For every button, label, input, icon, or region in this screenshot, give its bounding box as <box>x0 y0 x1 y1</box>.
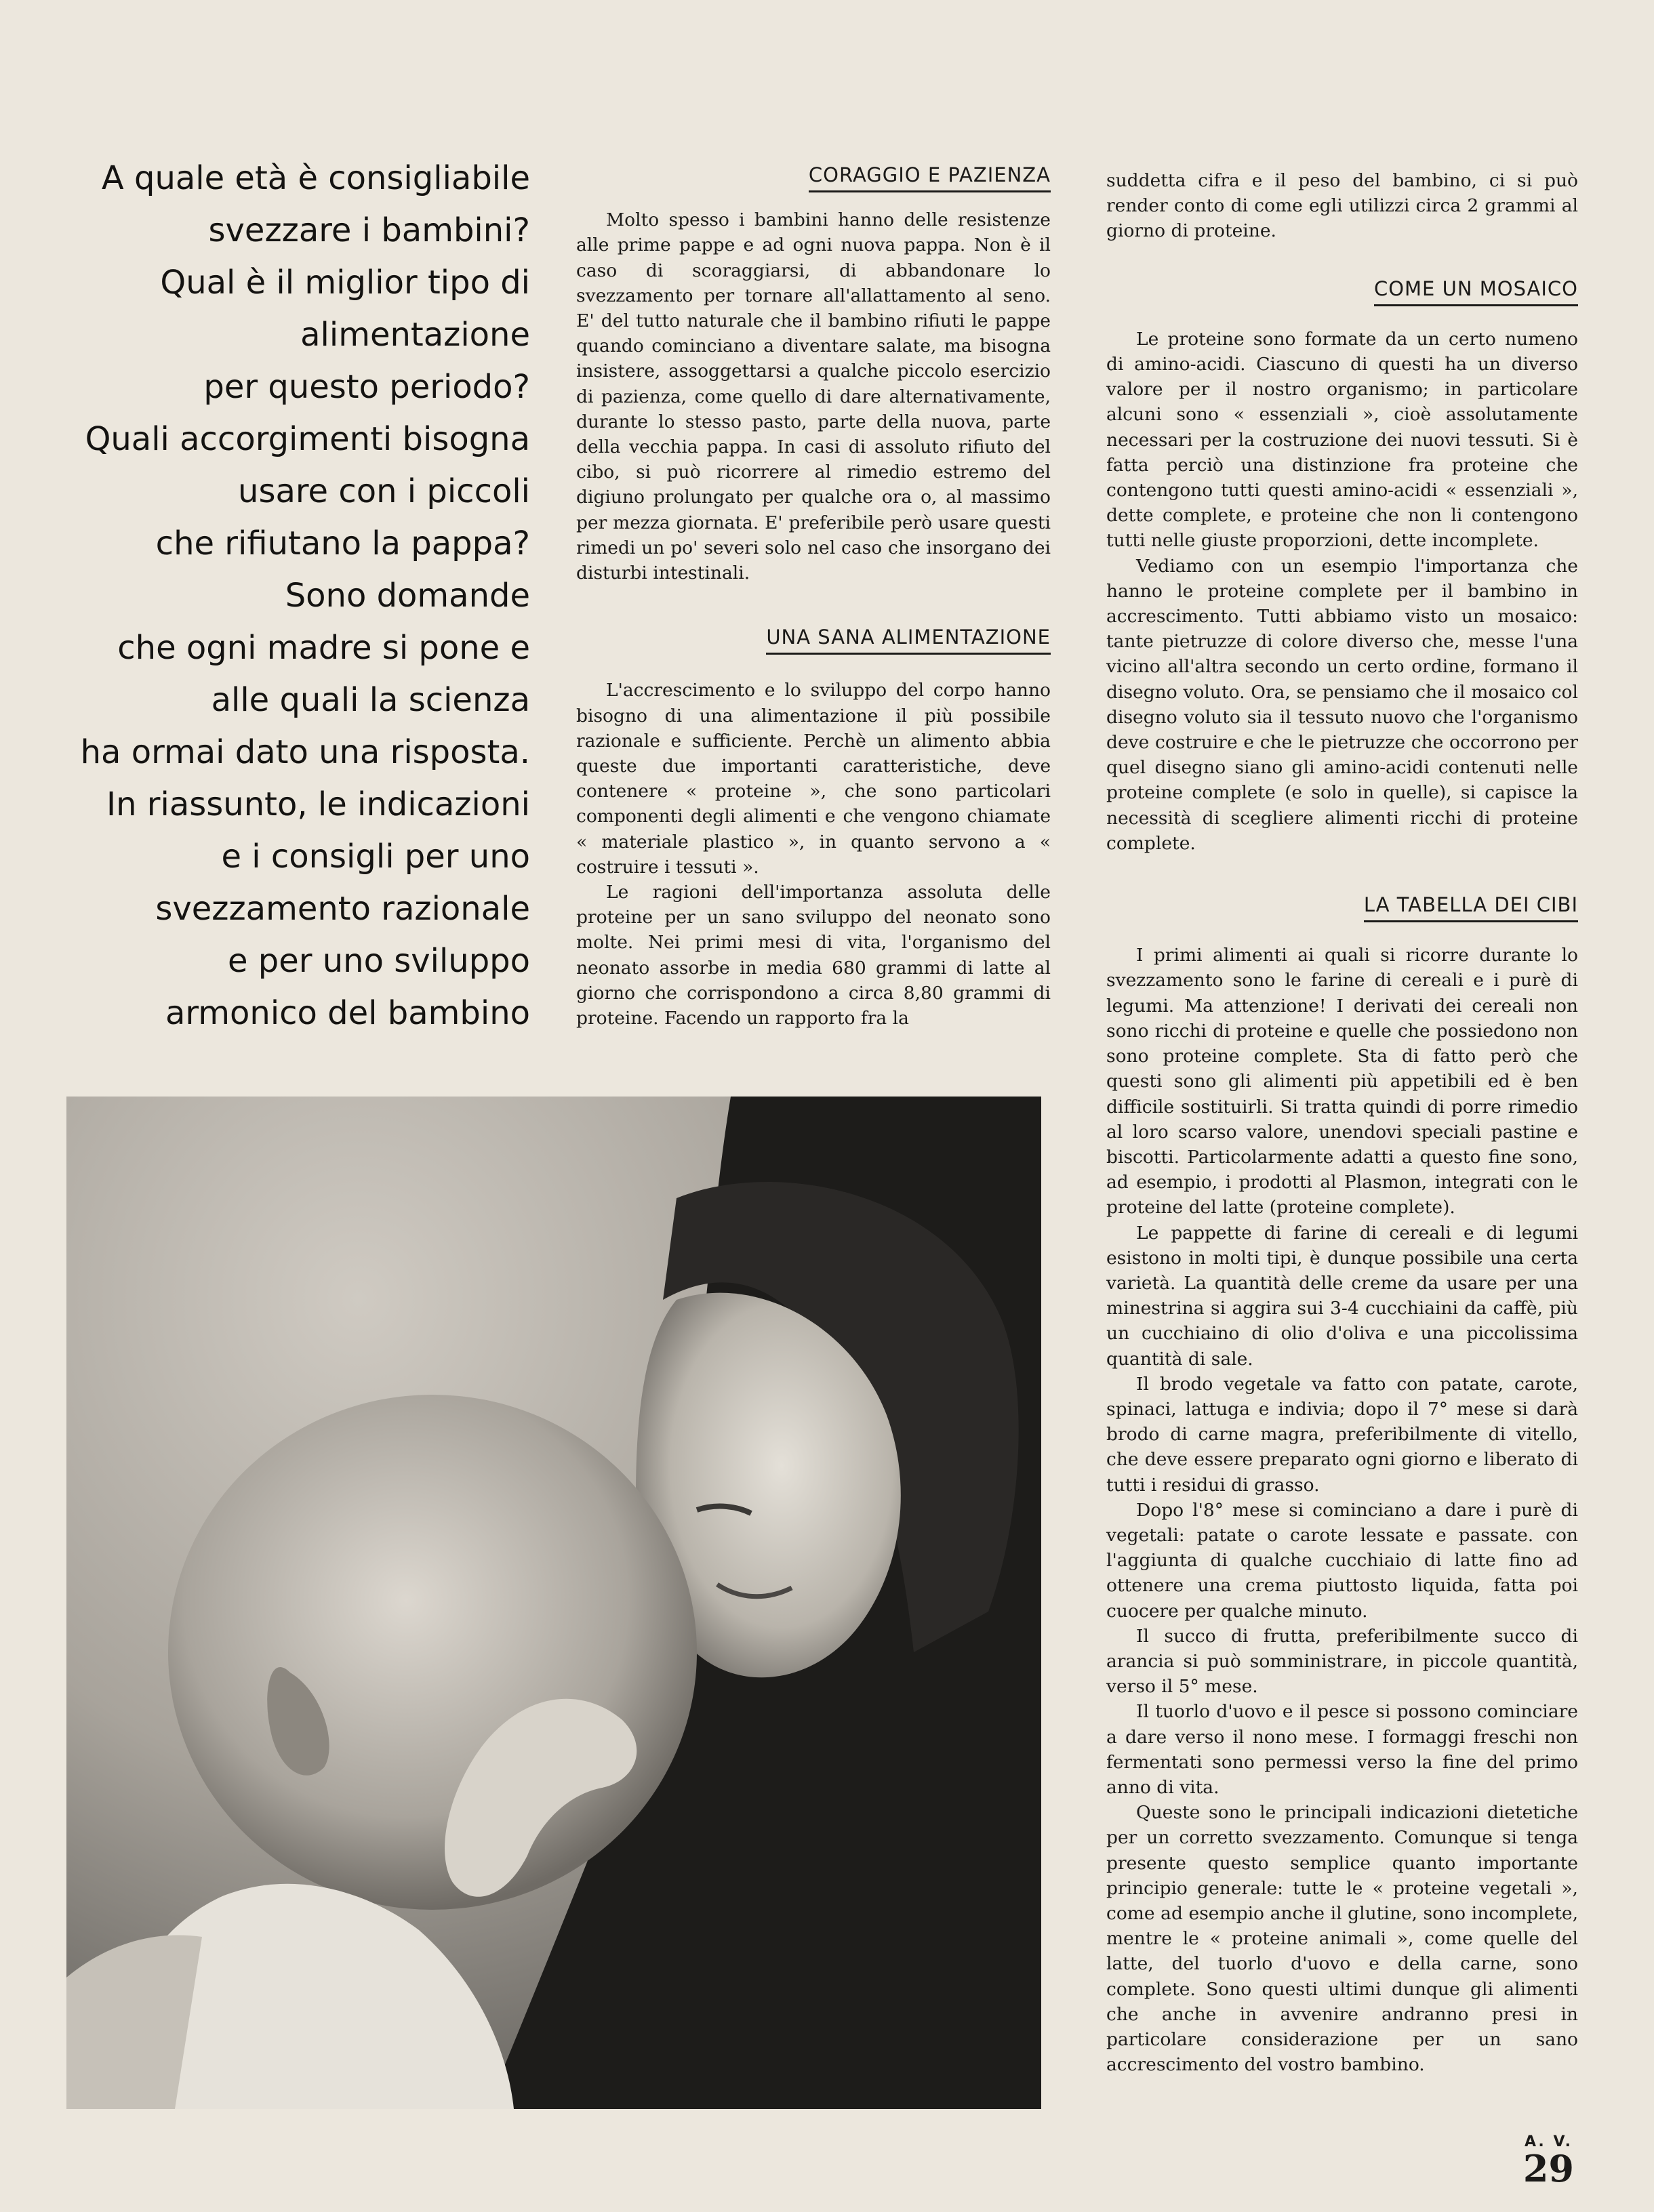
intro-line: alle quali la scienza <box>211 681 530 719</box>
paragraph: suddetta cifra e il peso del bambino, ci si può render conto di come egli utilizzi circa 2 grammi al giorno di proteine. <box>1106 170 1578 242</box>
column-middle <box>576 163 1051 1031</box>
heading-mosaico: COME UN MOSAICO <box>1374 276 1578 306</box>
intro-line: per questo periodo? <box>203 368 530 406</box>
paragraph: Le pappette di farine di cereali e di legumi esistono in molti tipi, è dunque possibile una certa varietà. La quantità delle creme da usare per una minestrina si aggira sui 3-4 cucchiaini da caffè, più un cucchiaino di olio d'oliva e una piccolissima quantità di sale. <box>1106 1222 1578 1370</box>
paragraph: Molto spesso i bambini hanno delle resistenze alle prime pappe e ad ogni nuova pappa. Non è il caso di scoraggiarsi, di abbandonare lo svezzamento per tornare all'allattamento al seno. E' del tutto naturale che il bambino rifiuti le pappe quando cominciano a diventare salate, ma bisogna insistere, assoggettarsi a qualche piccolo esercizio di pazienza, come quello di dare alternativamente, durante lo stesso pasto, parte della nuova, parte della vecchia pappa. In casi di assoluto rifiuto del cibo, si può ricorrere al rimedio estremo del digiuno prolungato per qualche ora o, al massimo per mezza giornata. E' preferibile però usare questi rimedi un po' severi solo nel caso che insorgano dei disturbi intestinali. <box>576 209 1051 584</box>
paragraph: L'accrescimento e lo sviluppo del corpo hanno bisogno di una alimentazione il più possibile razionale e sufficiente. Perchè un alimento abbia queste due importanti caratteristiche, deve contenere « proteine », che sono particolari componenti degli alimenti e che vengono chiamate « materiale plastico », in quanto servono a « costruire i tessuti ». <box>576 680 1051 878</box>
paragraph: Le ragioni dell'importanza assoluta delle proteine per un sano sviluppo del neonato sono molte. Nei primi mesi di vita, l'organismo del neonato assorbe in media 680 grammi di latte al giorno che corrispondono a circa 8,80 grammi di proteine. Facendo un rapporto fra la <box>576 882 1051 1029</box>
paragraph: Le proteine sono formate da un certo numeno di amino-acidi. Ciascuno di questi ha un diverso valore per il nostro organismo; in particolare alcuni sono « essenziali », cioè assolutamente necessari per la costruzione dei nuovi tessuti. Si è fatta perciò una distinzione fra proteine che contengono tutti questi amino-acidi « essenziali », dette complete, e proteine che non li contengono tutti nelle giuste proporzioni, dette incomplete. <box>1106 328 1578 552</box>
paragraph: Il brodo vegetale va fatto con patate, carote, spinaci, lattuga e indivia; dopo il 7° mese si darà brodo di carne magra, preferibilmente di vitello, che deve essere preparato ogni giorno e liberato di tutti i residui di grasso. <box>1106 1373 1578 1496</box>
intro-line: e i consigli per uno <box>221 838 530 876</box>
paragraph: Il tuorlo d'uovo e il pesce si possono cominciare a dare verso il nono mese. I formaggi freschi non fermentati sono permessi verso la fine del primo anno di vita. <box>1106 1701 1578 1798</box>
column-right <box>1106 168 1578 2077</box>
mother-baby-photo <box>66 1097 1041 2109</box>
section-heading <box>576 625 1051 655</box>
intro-line: Quali accorgimenti bisogna <box>85 420 530 458</box>
section-heading <box>1106 893 1578 922</box>
intro-line: alimentazione <box>300 316 530 354</box>
paragraph: Vediamo con un esempio l'importanza che hanno le proteine complete per il bambino in accrescimento. Tutti abbiamo visto un mosaico: tante pietruzze di colore diverso che, messe l'una vicino all'altra secondo un certo ordine, formano il disegno voluto. Ora, se pensiamo che il mosaico col disegno voluto sia il tessuto nuovo che l'organismo deve costruire e che le pietruzze che occorrono per quel disegno siano gli amino-acidi contenuti nelle proteine complete (e solo in quelle), si capisce la necessità di scegliere alimenti ricchi di proteine complete. <box>1106 555 1578 854</box>
intro-line: Qual è il miglior tipo di <box>160 264 530 302</box>
intro-line: ha ormai dato una risposta. <box>80 733 530 771</box>
intro-line: usare con i piccoli <box>238 472 530 510</box>
heading-sana-alimentazione: UNA SANA ALIMENTAZIONE <box>766 625 1051 655</box>
section-heading <box>1106 276 1578 306</box>
intro-line: svezzamento razionale <box>155 890 530 928</box>
paragraph: I primi alimenti ai quali si ricorre durante lo svezzamento sono le farine di cereali e i purè di legumi. Ma attenzione! I derivati dei cereali non sono ricchi di proteine e quelle che possiedono non sono proteine complete. Sta di fatto però che questi sono gli alimenti più appetibili ed è ben difficile sostituirli. Si tratta quindi di porre rimedio al loro scarso valore, unendovi speciali pastine e biscotti. Particolarmente adatti a questo fine sono, ad esempio, i prodotti al Plasmon, integrati con le proteine del latte (proteine complete). <box>1106 945 1578 1218</box>
paragraph: Queste sono le principali indicazioni dietetiche per un corretto svezzamento. Comunque si tenga presente questo semplice quanto importante principio generale: tutte le « proteine vegetali », come ad esempio anche il glutine, sono incomplete, mentre le « proteine animali », come quelle del latte, del tuorlo d'uovo e della carne, sono complete. Sono questi ultimi dunque gli alimenti che anche in avvenire andranno presi in particolare considerazione per un sano accrescimento del vostro bambino. <box>1106 1802 1578 2076</box>
heading-tabella: LA TABELLA DEI CIBI <box>1364 893 1578 922</box>
heading-coraggio: CORAGGIO E PAZIENZA <box>809 163 1051 192</box>
intro-line: armonico del bambino <box>165 994 530 1032</box>
intro-line: che rifiutano la pappa? <box>155 525 530 562</box>
intro-line: svezzare i bambini? <box>208 211 530 249</box>
intro-line: A quale età è consigliabile <box>101 159 530 197</box>
intro-line: Sono domande <box>285 577 530 615</box>
intro-block <box>47 152 530 1040</box>
paragraph: Il succo di frutta, preferibilmente succo di arancia si può somministrare, in piccole quantità, verso il 5° mese. <box>1106 1625 1578 1698</box>
photo-illustration <box>66 1097 1041 2109</box>
page-number: 29 <box>1522 2147 1574 2190</box>
paragraph: Dopo l'8° mese si cominciano a dare i purè di vegetali: patate o carote lessate e passate. con l'aggiunta di qualche cucchiaio di latte fino ad ottenere una crema piuttosto liquida, fatta poi cuocere per qualche minuto. <box>1106 1499 1578 1622</box>
intro-line: e per uno sviluppo <box>227 942 530 980</box>
section-heading <box>576 163 1051 192</box>
author-signature: A. V. <box>1525 2133 1573 2150</box>
intro-line: che ogni madre si pone e <box>117 629 530 667</box>
intro-line: In riassunto, le indicazioni <box>106 785 530 823</box>
